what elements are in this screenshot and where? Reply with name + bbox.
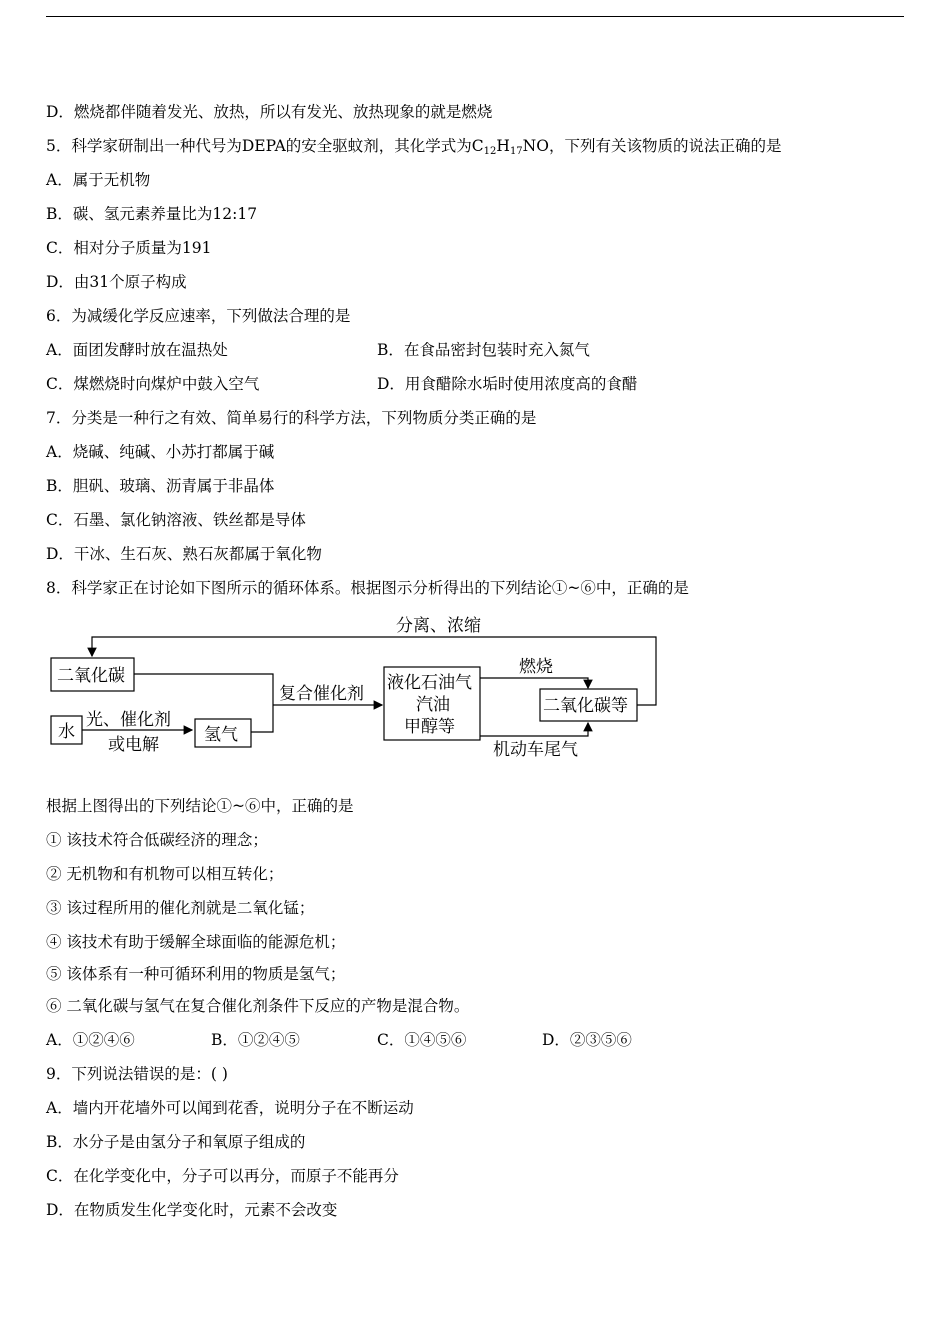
- q9-option-a: A．墙内开花墙外可以闻到花香，说明分子在不断运动: [46, 1099, 414, 1117]
- q5-sub-hydrogen: 17: [509, 146, 523, 157]
- q8-lead: 根据上图得出的下列结论①~⑥中，正确的是: [46, 797, 354, 815]
- q8-statement-6: ⑥ 二氧化碳与氢气在复合催化剂条件下反应的产物是混合物。: [46, 997, 470, 1015]
- carbon-cycle-diagram: [46, 610, 666, 760]
- label-exhaust: 机动车尾气: [493, 740, 578, 760]
- q9-stem: 9．下列说法错误的是：( ): [46, 1065, 228, 1083]
- label-lpg: 液化石油气: [387, 673, 472, 693]
- q7-stem: 7．分类是一种行之有效、简单易行的科学方法，下列物质分类正确的是: [46, 409, 537, 427]
- exhaust-arrow: [480, 723, 588, 736]
- q5-sub-carbon: 12: [483, 146, 497, 157]
- q7-option-a: A．烧碱、纯碱、小苏打都属于碱: [46, 443, 275, 461]
- q8-statement-2: ② 无机物和有机物可以相互转化；: [46, 865, 284, 883]
- label-methanol: 甲醇等: [404, 717, 455, 737]
- q9-option-c: C．在化学变化中，分子可以再分，而原子不能再分: [46, 1167, 399, 1185]
- q5-option-b: B．碳、氢元素养量比为12:17: [46, 205, 258, 223]
- q5-option-c: C．相对分子质量为191: [46, 239, 212, 257]
- q7-option-c: C．石墨、氯化钠溶液、铁丝都是导体: [46, 511, 306, 529]
- q8-stem: 8．科学家正在讨论如下图所示的循环体系。根据图示分析得出的下列结论①~⑥中，正确的是: [46, 579, 689, 597]
- header-rule: [46, 16, 904, 17]
- q5-option-d: D．由31个原子构成: [46, 273, 187, 291]
- q5-stem-mid: H: [496, 137, 510, 155]
- q8-option-a: A．①②④⑥: [46, 1031, 135, 1049]
- q9-option-d: D．在物质发生化学变化时，元素不会改变: [46, 1201, 338, 1219]
- q6-option-c: C．煤燃烧时向煤炉中鼓入空气: [46, 375, 260, 393]
- q6-option-a: A．面团发酵时放在温热处: [46, 341, 228, 359]
- q9-option-b: B．水分子是由氢分子和氧原子组成的: [46, 1133, 306, 1151]
- q6-option-d: D．用食醋除水垢时使用浓度高的食醋: [377, 375, 638, 393]
- label-water: 水: [58, 722, 75, 742]
- q7-option-d: D．干冰、生石灰、熟石灰都属于氧化物: [46, 545, 322, 563]
- q5-stem-pre: 5．科学家研制出一种代号为DEPA的安全驱蚊剂，其化学式为C: [46, 137, 484, 155]
- label-separate: 分离、浓缩: [396, 616, 481, 636]
- q5-option-a: A．属于无机物: [46, 171, 151, 189]
- q6-option-b: B．在食品密封包装时充入氮气: [377, 341, 590, 359]
- label-co2-etc: 二氧化碳等: [543, 696, 628, 716]
- q8-option-b: B．①②④⑤: [211, 1031, 300, 1049]
- label-burn: 燃烧: [519, 657, 553, 677]
- q8-statement-3: ③ 该过程所用的催化剂就是二氧化锰；: [46, 899, 315, 917]
- label-light-catalyst: 光、催化剂: [86, 710, 171, 730]
- q4-option-d: D．燃烧都伴随着发光、放热，所以有发光、放热现象的就是燃烧: [46, 103, 493, 121]
- q8-option-c: C．①④⑤⑥: [377, 1031, 467, 1049]
- q5-stem-post: NO，下列有关该物质的说法正确的是: [522, 137, 782, 155]
- q8-option-d: D．②③⑤⑥: [542, 1031, 632, 1049]
- label-electrolysis: 或电解: [108, 735, 159, 755]
- q6-stem: 6．为减缓化学反应速率，下列做法合理的是: [46, 307, 351, 325]
- label-hydrogen: 氢气: [204, 725, 238, 745]
- q8-statement-1: ① 该技术符合低碳经济的理念；: [46, 831, 268, 849]
- q8-statement-5: ⑤ 该体系有一种可循环利用的物质是氢气；: [46, 965, 346, 983]
- q8-statement-4: ④ 该技术有助于缓解全球面临的能源危机；: [46, 933, 346, 951]
- burn-arrow: [480, 678, 588, 688]
- q5-stem: [46, 136, 781, 156]
- label-gasoline: 汽油: [416, 695, 450, 715]
- label-composite-catalyst: 复合催化剂: [279, 684, 364, 704]
- label-co2: 二氧化碳: [57, 666, 125, 686]
- q7-option-b: B．胆矾、玻璃、沥青属于非晶体: [46, 477, 275, 495]
